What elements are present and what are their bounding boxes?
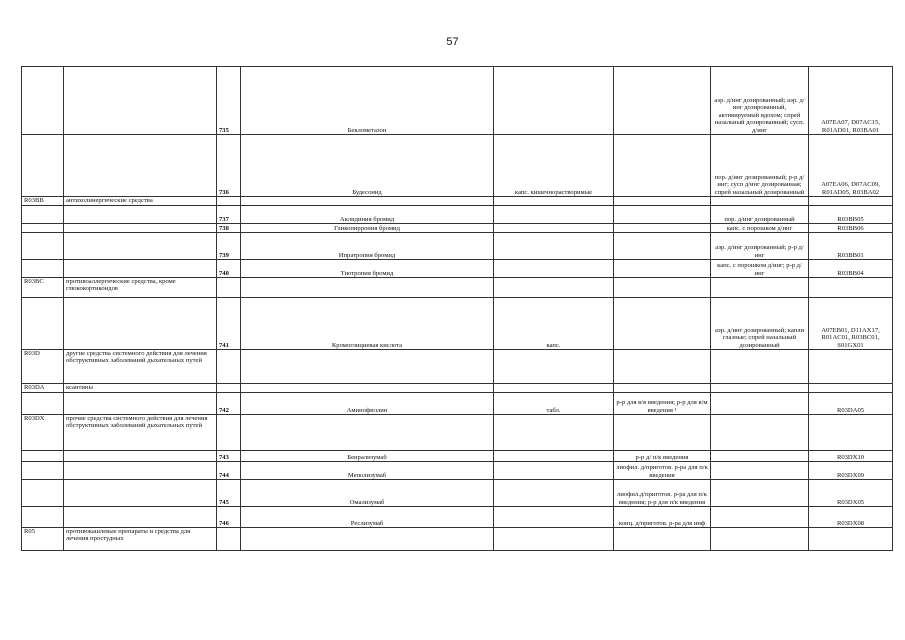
drug-injection-forms xyxy=(614,415,711,451)
drug-row xyxy=(22,224,893,233)
row-number: 742 xyxy=(217,393,241,415)
row-number xyxy=(217,528,241,551)
drug-forms xyxy=(711,528,809,551)
drug-note xyxy=(494,67,614,135)
row-group-name xyxy=(64,298,217,350)
drug-name: Реслизумаб xyxy=(241,507,494,528)
row-code xyxy=(22,507,64,528)
drug-name: Аклидиния бромид xyxy=(241,206,494,224)
drug-forms xyxy=(711,451,809,462)
drug-row xyxy=(22,67,893,135)
drug-note xyxy=(494,206,614,224)
drug-forms xyxy=(711,278,809,298)
row-number: 741 xyxy=(217,298,241,350)
atc-codes: R03BB05 xyxy=(809,206,893,224)
drug-injection-forms: конц. д/приготов. р-ра для инф xyxy=(614,507,711,528)
row-group-name xyxy=(64,507,217,528)
drug-note xyxy=(494,278,614,298)
row-code xyxy=(22,462,64,480)
row-group-name xyxy=(64,135,217,197)
drug-row xyxy=(22,507,893,528)
drug-row xyxy=(22,462,893,480)
atc-codes xyxy=(809,415,893,451)
drug-forms: капс. с порошком д/инг xyxy=(711,224,809,233)
group-row xyxy=(22,528,893,551)
drug-note xyxy=(494,480,614,507)
drug-row xyxy=(22,298,893,350)
atc-codes xyxy=(809,278,893,298)
atc-codes xyxy=(809,384,893,393)
row-number: 738 xyxy=(217,224,241,233)
row-code: R05 xyxy=(22,528,64,551)
row-number xyxy=(217,350,241,384)
drug-forms xyxy=(711,507,809,528)
drug-injection-forms xyxy=(614,197,711,206)
row-group-name xyxy=(64,462,217,480)
drug-injection-forms: р-р для в/в введения; р-р для в/м введения ¹ xyxy=(614,393,711,415)
atc-codes: A07EA07, D07AC15, R01AD01, R03BA01 xyxy=(809,67,893,135)
drug-injection-forms: лиофил.д/приготов. р-ра для п/к введения; р-р для п/к введения xyxy=(614,480,711,507)
drug-row xyxy=(22,206,893,224)
drug-forms xyxy=(711,393,809,415)
drug-injection-forms: лиофил. д/приготов. р-ра для п/к введения xyxy=(614,462,711,480)
row-number: 737 xyxy=(217,206,241,224)
row-group-name xyxy=(64,224,217,233)
drug-note xyxy=(494,507,614,528)
drug-forms: пор. д/инг дозированный xyxy=(711,206,809,224)
drug-forms xyxy=(711,462,809,480)
drug-note: капс. xyxy=(494,298,614,350)
drug-name: Омализумаб xyxy=(241,480,494,507)
group-row xyxy=(22,350,893,384)
row-code: R03BC xyxy=(22,278,64,298)
atc-codes: R03DX08 xyxy=(809,507,893,528)
group-row xyxy=(22,278,893,298)
row-code: R03DX xyxy=(22,415,64,451)
drug-note xyxy=(494,528,614,551)
atc-codes xyxy=(809,350,893,384)
drug-name xyxy=(241,415,494,451)
row-group-name: ксантины xyxy=(64,384,217,393)
row-number: 745 xyxy=(217,480,241,507)
row-code xyxy=(22,67,64,135)
row-group-name xyxy=(64,480,217,507)
group-row xyxy=(22,197,893,206)
drug-name xyxy=(241,278,494,298)
atc-codes: R03DA05 xyxy=(809,393,893,415)
row-number xyxy=(217,415,241,451)
drug-forms xyxy=(711,197,809,206)
drug-row xyxy=(22,135,893,197)
drug-note xyxy=(494,260,614,278)
row-number: 739 xyxy=(217,233,241,260)
row-group-name xyxy=(64,260,217,278)
row-code xyxy=(22,451,64,462)
drug-note xyxy=(494,224,614,233)
drug-injection-forms xyxy=(614,384,711,393)
row-code xyxy=(22,298,64,350)
drug-injection-forms xyxy=(614,233,711,260)
drug-injection-forms xyxy=(614,298,711,350)
row-code xyxy=(22,206,64,224)
drug-row xyxy=(22,260,893,278)
drug-injection-forms xyxy=(614,528,711,551)
drug-forms xyxy=(711,415,809,451)
row-group-name: другие средства системного действия для лечения обструктивных заболеваний дыхательных путей xyxy=(64,350,217,384)
drug-note xyxy=(494,197,614,206)
drug-name: Тиотропия бромид xyxy=(241,260,494,278)
drug-note xyxy=(494,233,614,260)
atc-codes xyxy=(809,197,893,206)
drug-note xyxy=(494,415,614,451)
page-number: 57 xyxy=(446,36,459,48)
drug-row xyxy=(22,451,893,462)
drug-name: Гликопиррония бромид xyxy=(241,224,494,233)
drug-forms: аэр. д/инг дозированный; аэр. д/инг дозированный, активируемый вдохом; спрей назальный дозированный; сусп. д/инг xyxy=(711,67,809,135)
drug-note xyxy=(494,451,614,462)
drug-injection-forms xyxy=(614,135,711,197)
row-number: 736 xyxy=(217,135,241,197)
row-code xyxy=(22,224,64,233)
group-row xyxy=(22,384,893,393)
row-group-name xyxy=(64,233,217,260)
drug-forms xyxy=(711,384,809,393)
drug-injection-forms xyxy=(614,206,711,224)
drug-name: Ипратропия бромид xyxy=(241,233,494,260)
row-group-name xyxy=(64,393,217,415)
row-code xyxy=(22,480,64,507)
drug-name xyxy=(241,350,494,384)
drug-row xyxy=(22,233,893,260)
drug-row xyxy=(22,393,893,415)
drug-name: Меполизумаб xyxy=(241,462,494,480)
drug-row xyxy=(22,480,893,507)
row-group-name: антихолинергические средства xyxy=(64,197,217,206)
row-group-name xyxy=(64,206,217,224)
atc-codes: R03DX10 xyxy=(809,451,893,462)
atc-codes: R03DX05 xyxy=(809,480,893,507)
drug-name xyxy=(241,528,494,551)
drug-name: Беклометазон xyxy=(241,67,494,135)
drug-forms xyxy=(711,480,809,507)
drug-injection-forms: р-р д/ п/к введения xyxy=(614,451,711,462)
atc-codes: R03DX09 xyxy=(809,462,893,480)
row-code xyxy=(22,233,64,260)
row-number xyxy=(217,278,241,298)
group-row xyxy=(22,415,893,451)
drug-name xyxy=(241,384,494,393)
atc-codes: A07EA06, D07AC09, R01AD05, R03BA02 xyxy=(809,135,893,197)
drug-name: Аминофиллин xyxy=(241,393,494,415)
row-number: 735 xyxy=(217,67,241,135)
drug-note xyxy=(494,384,614,393)
row-code xyxy=(22,135,64,197)
atc-codes xyxy=(809,528,893,551)
row-number: 743 xyxy=(217,451,241,462)
row-code: R03DA xyxy=(22,384,64,393)
row-group-name xyxy=(64,451,217,462)
row-number xyxy=(217,197,241,206)
drug-table xyxy=(21,66,893,551)
drug-name: Бенрализумаб xyxy=(241,451,494,462)
drug-name: Кромоглициевая кислота xyxy=(241,298,494,350)
drug-forms xyxy=(711,350,809,384)
drug-injection-forms xyxy=(614,224,711,233)
row-code: R03D xyxy=(22,350,64,384)
row-group-name: прочие средства системного действия для лечения обструктивных заболеваний дыхательных путей xyxy=(64,415,217,451)
drug-injection-forms xyxy=(614,350,711,384)
row-group-name xyxy=(64,67,217,135)
row-code xyxy=(22,260,64,278)
atc-codes: R03BB06 xyxy=(809,224,893,233)
drug-injection-forms xyxy=(614,278,711,298)
atc-codes: A07EB01, D11AX17, R01AC01, R03BC01, S01GX01 xyxy=(809,298,893,350)
drug-name xyxy=(241,197,494,206)
row-number: 744 xyxy=(217,462,241,480)
drug-note xyxy=(494,462,614,480)
drug-forms: пор. д/инг дозированный; р-р д/инг; сусп д/инг дозированная; спрей назальный дозированный xyxy=(711,135,809,197)
drug-note xyxy=(494,350,614,384)
row-code: R03BB xyxy=(22,197,64,206)
atc-codes: R03BB01 xyxy=(809,233,893,260)
drug-injection-forms xyxy=(614,260,711,278)
drug-forms: капс. с порошком д/инг; р-р д/инг xyxy=(711,260,809,278)
drug-forms: аэр. д/инг дозированный; капли глазные; спрей назальный дозированный xyxy=(711,298,809,350)
row-group-name: противокашлевые препараты и средства для лечения простудных xyxy=(64,528,217,551)
drug-forms: аэр. д/инг дозированный; р-р д/инг xyxy=(711,233,809,260)
drug-injection-forms xyxy=(614,67,711,135)
row-number: 746 xyxy=(217,507,241,528)
drug-name: Будесонид xyxy=(241,135,494,197)
drug-note: табл. xyxy=(494,393,614,415)
atc-codes: R03BB04 xyxy=(809,260,893,278)
row-code xyxy=(22,393,64,415)
row-group-name: противоаллергические средства, кроме глюкокортикоидов xyxy=(64,278,217,298)
row-number xyxy=(217,384,241,393)
drug-note: капс. кишечнорастворимые xyxy=(494,135,614,197)
row-number: 740 xyxy=(217,260,241,278)
